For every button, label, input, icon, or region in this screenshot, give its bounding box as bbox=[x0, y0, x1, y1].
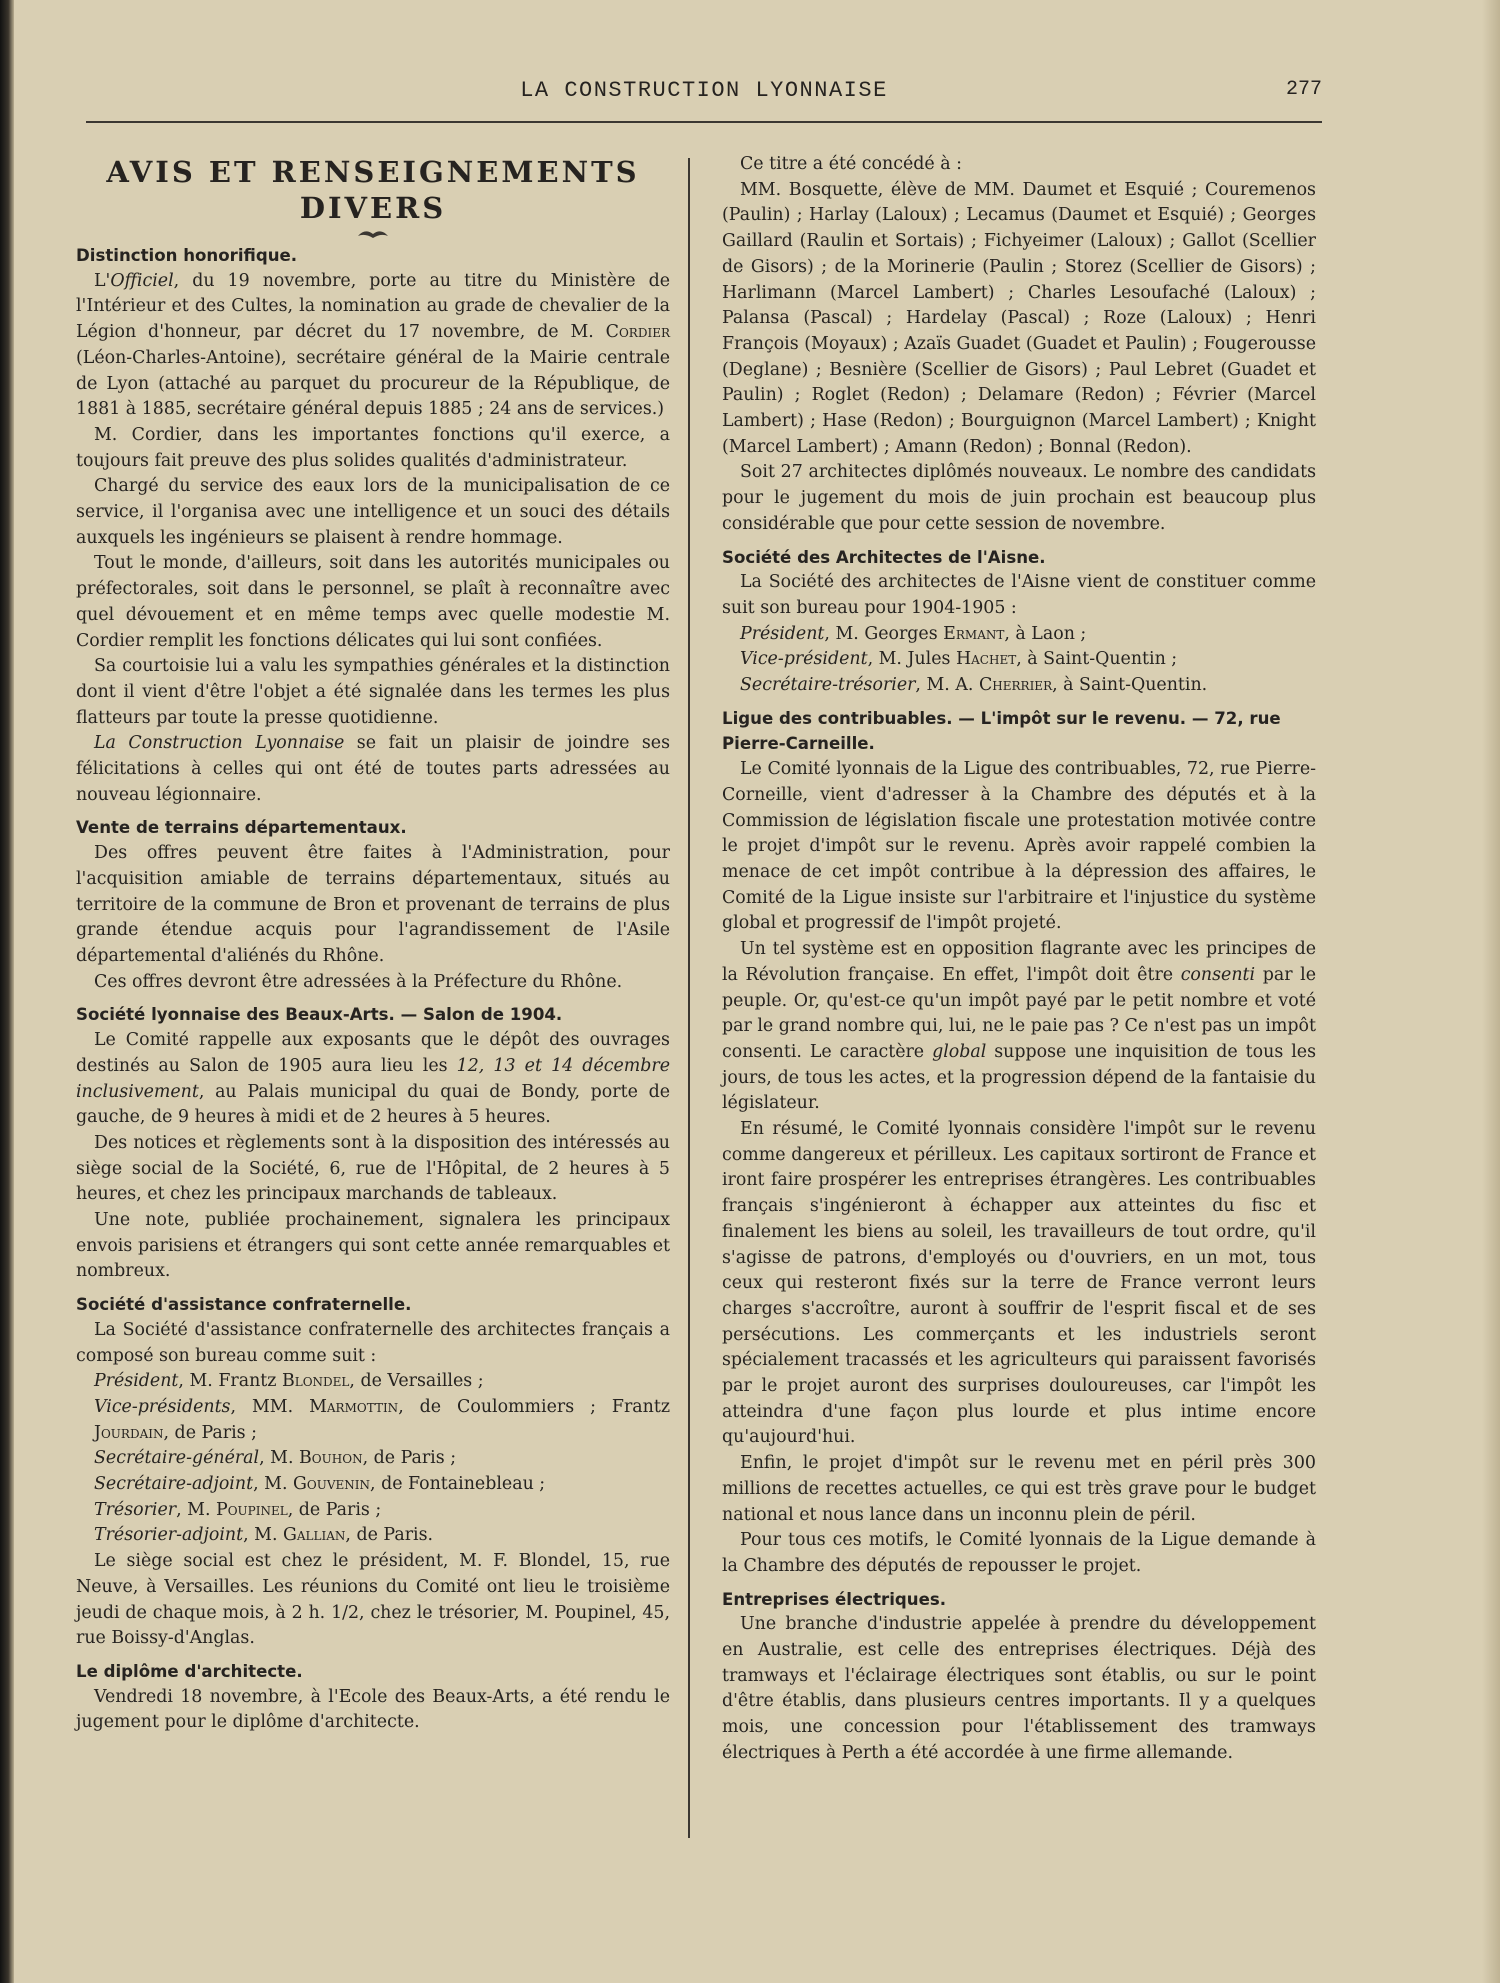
bureau-line: Président, M. Frantz Blondel, de Versailles ; bbox=[94, 1371, 484, 1392]
bureau-line: Trésorier-adjoint, M. Gallian, de Paris. bbox=[94, 1525, 434, 1546]
paragraph: Enfin, le projet d'impôt sur le revenu met en péril près 300 millions de recettes actuelles, ce qui est très grave pour le budget national et nous lance dans un inconnu plein de péril. bbox=[722, 1453, 1316, 1525]
bureau-line: Secrétaire-trésorier, M. A. Cherrier, à Saint-Quentin. bbox=[740, 675, 1208, 696]
heading-vente: Vente de terrains départementaux. bbox=[76, 818, 407, 838]
paragraph: Des notices et règlements sont à la disposition des intéressés au siège social de la Société, 6, rue de l'Hôpital, de 2 heures à 5 heures, et chez les principaux marchands de tableaux. bbox=[76, 1132, 670, 1205]
paragraph: Chargé du service des eaux lors de la municipalisation de ce service, il l'organisa avec une intelligence et un souci des détails auxquels les ingénieurs se plaisent à rendre hommage. bbox=[76, 476, 670, 548]
bureau-line: Secrétaire-général, M. Bouhon, de Paris ; bbox=[94, 1448, 457, 1469]
running-header bbox=[86, 78, 1322, 104]
heading-ligue: Ligue des contribuables. — L'impôt sur le revenu. — 72, rue Pierre-Carneille. bbox=[722, 708, 1281, 754]
section-title: AVIS ET RENSEIGNEMENTS DIVERS bbox=[106, 155, 640, 225]
heading-diplome: Le diplôme d'architecte. bbox=[76, 1661, 303, 1681]
paragraph: Le Comité lyonnais de la Ligue des contribuables, 72, rue Pierre-Corneille, vient d'adresser à la Chambre des députés et à la Commission de législation fiscale une protestation motivée contre le projet d'impôt sur le revenu. Après avoir rappelé combien la menace de cet impôt contribue à la dépression des affaires, le Comité de la Ligue insiste sur l'arbitraire et l'injustice du système global et progressif de l'impôt projeté. bbox=[722, 759, 1316, 934]
heading-distinction: Distinction honorifique. bbox=[76, 246, 298, 265]
bureau-line: Vice-présidents, MM. Marmottin, de Coulommiers ; Frantz Jourdain, de Paris ; bbox=[94, 1396, 670, 1443]
paragraph: Ce titre a été concédé à : bbox=[740, 154, 962, 174]
paragraph: Tout le monde, d'ailleurs, soit dans les autorités municipales ou préfectorales, soit dans le personnel, se plaît à reconnaître avec quel dévouement et en même temps avec quelle modestie M. Cordier remplit les fonctions délicates qui lui sont confiées. bbox=[76, 553, 670, 651]
column-divider bbox=[688, 158, 690, 1838]
paragraph: Une branche d'industrie appelée à prendre du développement en Australie, est celle des entreprises électriques. Déjà des tramways et l'éclairage électriques sont établis, ou sur le point d'être établis, dans plusieurs centres importants. Il y a quelques mois, une concession pour l'établissement des tramways électriques à Perth a été accordée à une firme allemande. bbox=[722, 1614, 1316, 1763]
paragraph: M. Cordier, dans les importantes fonctions qu'il exerce, a toujours fait preuve des plus solides qualités d'administrateur. bbox=[76, 424, 670, 471]
heading-aisne: Société des Architectes de l'Aisne. bbox=[722, 547, 1046, 567]
bureau-line: Vice-président, M. Jules Hachet, à Saint-Quentin ; bbox=[740, 649, 1178, 670]
header-rule bbox=[86, 121, 1322, 123]
bureau-line: Secrétaire-adjoint, M. Gouvenin, de Fontainebleau ; bbox=[94, 1474, 546, 1495]
heading-entreprises: Entreprises électriques. bbox=[722, 1589, 947, 1609]
page-number: 277 bbox=[1285, 78, 1322, 101]
heading-salon: Société lyonnaise des Beaux-Arts. — Salon de 1904. bbox=[76, 1005, 563, 1025]
heading-assistance: Société d'assistance confraternelle. bbox=[76, 1295, 412, 1315]
paragraph: Une note, publiée prochainement, signalera les principaux envois parisiens et étrangers qui sont cette année remarquables et nombreux. bbox=[76, 1210, 670, 1282]
paragraph: Pour tous ces motifs, le Comité lyonnais de la Ligue demande à la Chambre des députés de repousser le projet. bbox=[722, 1530, 1316, 1576]
paragraph: Des offres peuvent être faites à l'Administration, pour l'acquisition amiable de terrains départementaux, situés au territoire de la commune de Bron et provenant de terrains de plus grande étendue acquis pour l'agrandissement de l'Asile départemental d'aliénés du Rhône. bbox=[76, 843, 670, 966]
paragraph: La Construction Lyonnaise se fait un plaisir de joindre ses félicitations à celles qui ont été de toutes parts adressées au nouveau légionnaire. bbox=[76, 733, 670, 805]
page-edge-shadow bbox=[1482, 0, 1500, 1983]
bureau-line: Président, M. Georges Ermant, à Laon ; bbox=[740, 623, 1087, 644]
paragraph: Sa courtoisie lui a valu les sympathies générales et la distinction dont il vient d'être l'objet a été signalée dans les termes les plus flatteurs par toute la presse quotidienne. bbox=[76, 656, 670, 728]
paragraph: Le siège social est chez le président, M. F. Blondel, 15, rue Neuve, à Versailles. Les réunions du Comité ont lieu le troisième jeudi de chaque mois, à 2 h. 1/2, chez le trésorier, M. Poupinel, 45, rue Boissy-d'Anglas. bbox=[76, 1551, 670, 1649]
laureates-list: MM. Bosquette, élève de MM. Daumet et Esquié ; Couremenos (Paulin) ; Harlay (Laloux) ; Lecamus (Daumet et Esquié) ; Georges Gaillard (Raulin et Sortais) ; Fichyeimer (Laloux) ; Gallot (Scellier de Gisors) ; de la Morinerie (Paulin ; Storez (Scellier de Gisors) ; Harlimann (Marcel Lambert) ; Charles Lesoufaché (Laloux) ; Palansa (Pascal) ; Hardelay (Pascal) ; Roze (Laloux) ; Henri François (Moyaux) ; Azaïs Guadet (Guadet et Paulin) ; Fougerousse (Deglane) ; Besnière (Scellier de Gisors) ; Paul Lebret (Guadet et Paulin) ; Roglet (Redon) ; Delamare (Redon) ; Février (Marcel Lambert) ; Hase (Redon) ; Bourguignon (Marcel Lambert) ; Knight (Marcel Lambert) ; Amann (Redon) ; Bonnal (Redon). bbox=[722, 179, 1316, 457]
paragraph: Soit 27 architectes diplômés nouveaux. Le nombre des candidats pour le jugement du mois de juin prochain est beaucoup plus considérable que pour cette session de novembre. bbox=[722, 462, 1316, 534]
book-binding-edge bbox=[0, 0, 14, 1983]
paragraph: En résumé, le Comité lyonnais considère l'impôt sur le revenu comme dangereux et périlleux. Les capitaux sortiront de France et iront faire prospérer les entreprises étrangères. Les contribuables français s'ingénieront à échapper aux atteintes du fisc et finalement les biens au soleil, les travailleurs de tout ordre, qu'il s'agisse de patrons, d'employés ou d'ouvriers, en un mot, tous ceux qui resteront fixés sur la terre de France verront leurs charges s'accroître, auront à souffrir de l'esprit fiscal et de ses persécutions. Les commerçants et les industriels seront spécialement tracassés et les agriculteurs qui paraissent favorisés par le projet auront des surprises douloureuses, car l'impôt les atteindra d'une façon plus lourde et plus intime encore qu'aujourd'hui. bbox=[722, 1119, 1316, 1448]
paragraph: Un tel système est en opposition flagrante avec les principes de la Révolution française. En effet, l'impôt doit être consenti par le peuple. Or, qu'est-ce qu'un impôt payé par le petit nombre et voté par le grand nombre qui, lui, ne le paie pas ? Ce n'est pas un impôt consenti. Le caractère global suppose une inquisition de tous les jours, de tous les actes, et la progression dépend de la fantaisie du législateur. bbox=[722, 939, 1316, 1114]
paragraph: L'Officiel, du 19 novembre, porte au titre du Ministère de l'Intérieur et des Cultes, la nomination au grade de chevalier de la Légion d'honneur, par décret du 17 novembre, de M. Cordier (Léon-Charles-Antoine), secrétaire général de la Mairie centrale de Lyon (attaché au parquet du procureur de la République, de 1881 à 1885, secrétaire général depuis 1885 ; 24 ans de services.) bbox=[76, 270, 670, 420]
bureau-line: Trésorier, M. Poupinel, de Paris ; bbox=[94, 1499, 382, 1520]
paragraph: La Société d'assistance confraternelle des architectes français a composé son bureau comme suit : bbox=[76, 1319, 670, 1366]
paragraph: Le Comité rappelle aux exposants que le dépôt des ouvrages destinés au Salon de 1905 aura lieu les 12, 13 et 14 décembre inclusivement, au Palais municipal du quai de Bondy, porte de gauche, de 9 heures à midi et de 2 heures à 5 heures. bbox=[76, 1030, 670, 1128]
fleuron-icon bbox=[76, 226, 670, 240]
running-title: LA CONSTRUCTION LYONNAISE bbox=[520, 78, 888, 103]
paragraph: La Société des architectes de l'Aisne vient de constituer comme suit son bureau pour 1904-1905 : bbox=[722, 572, 1316, 618]
left-column bbox=[76, 152, 670, 1736]
paragraph: Vendredi 18 novembre, à l'Ecole des Beaux-Arts, a été rendu le jugement pour le diplôme d'architecte. bbox=[76, 1686, 670, 1733]
right-column bbox=[722, 152, 1316, 1767]
paragraph: Ces offres devront être adressées à la Préfecture du Rhône. bbox=[94, 971, 623, 992]
